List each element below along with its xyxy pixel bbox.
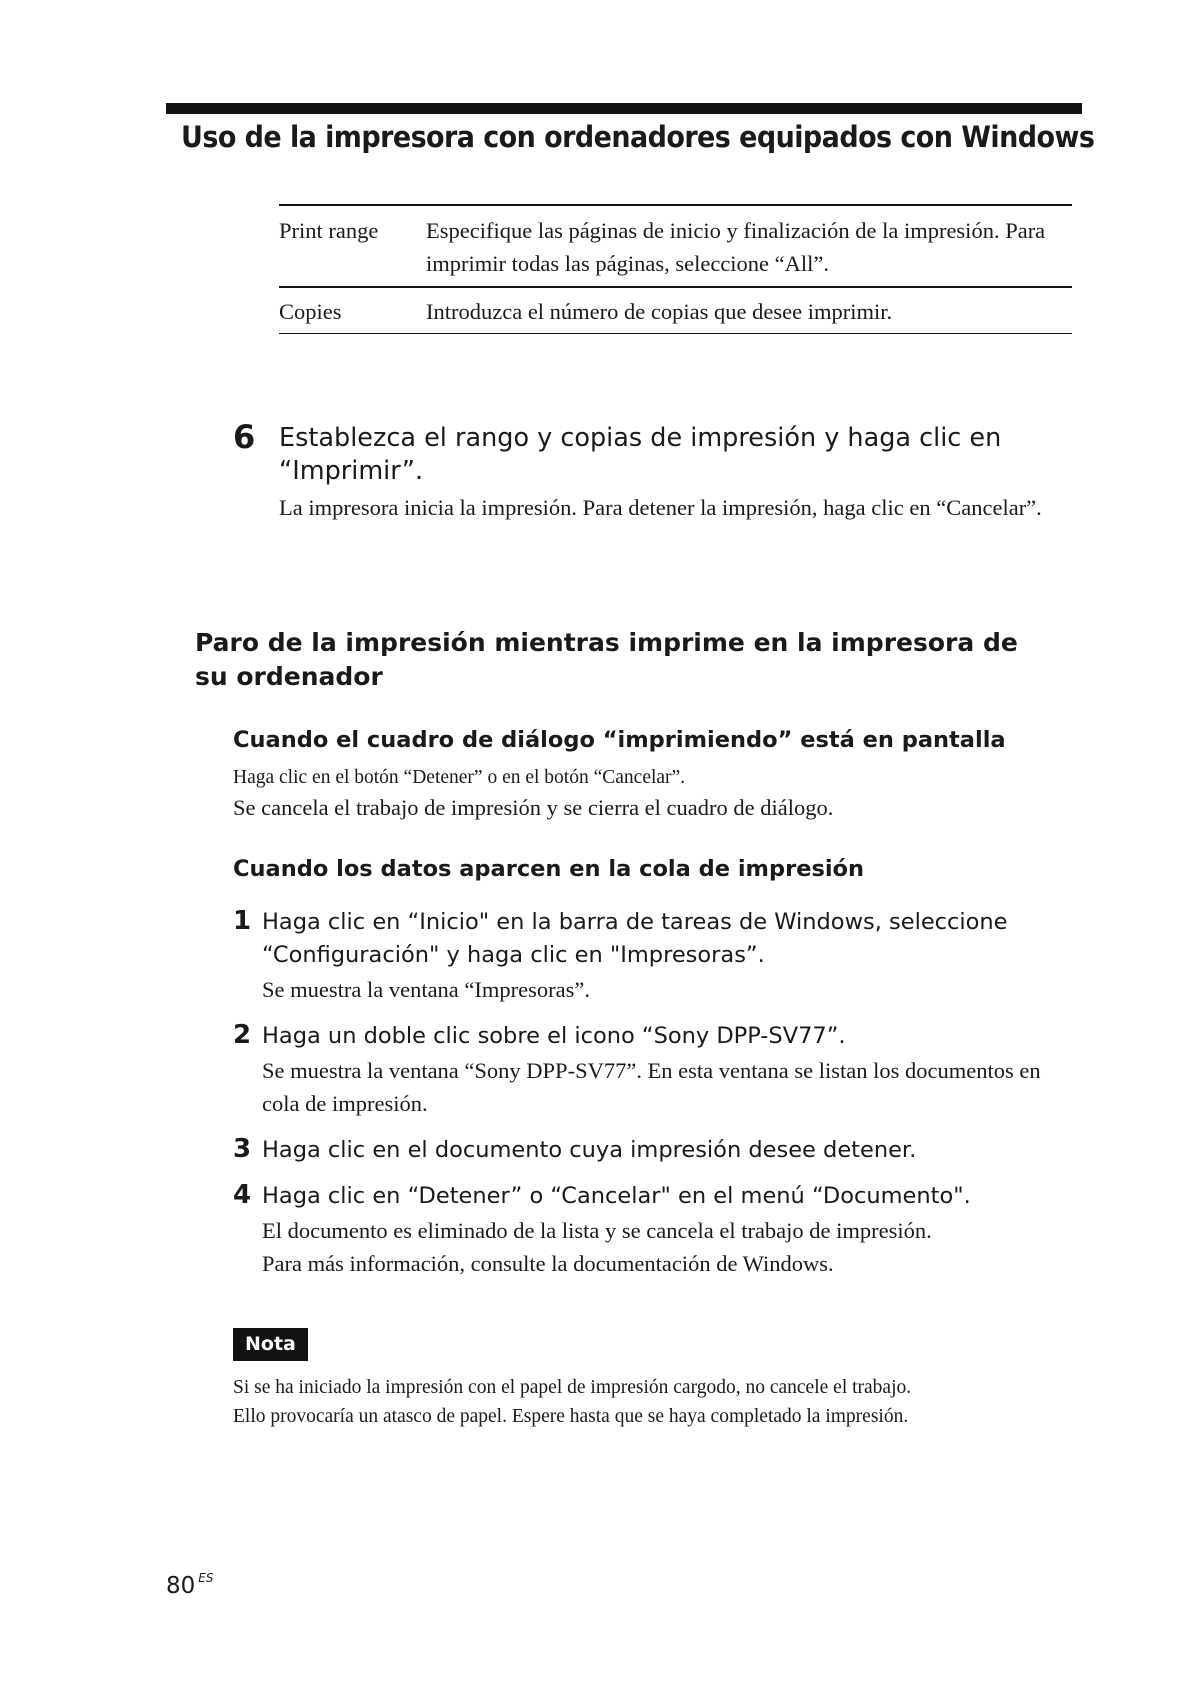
subsection-heading-queue: Cuando los datos aparcen en la cola de impresión [233, 856, 865, 882]
step-heading: Haga un doble clic sobre el icono “Sony DPP-SV77”. [262, 1023, 846, 1049]
note-badge: Nota [233, 1328, 308, 1361]
step-body [262, 1214, 1083, 1280]
step-heading: Haga clic en “Detener” o “Cancelar" en el menú “Documento". [262, 1183, 971, 1209]
header-rule [166, 103, 1082, 114]
step-number: 6 [233, 418, 256, 456]
note-line-1: Si se ha iniciado la impresión con el papel de impresión cargodo, no cancele el trabajo. [233, 1377, 912, 1398]
settings-table [279, 204, 1072, 334]
step-1 [233, 906, 1083, 1006]
language-code: ES [198, 1571, 214, 1585]
page-number-value: 80 [166, 1573, 196, 1599]
queue-steps-list [233, 906, 1083, 1280]
step-body-line-2: Para más información, consulte la documentación de Windows. [262, 1251, 834, 1276]
page-title: Uso de la impresora con ordenadores equipados con Windows [181, 120, 1095, 154]
setting-label: Print range [279, 218, 379, 243]
step-2 [233, 1020, 1083, 1120]
step-heading: Haga clic en “Inicio" en la barra de tareas de Windows, seleccione “Configuración" y haga clic en "Impresoras”. [262, 909, 1008, 968]
table-row [279, 206, 1072, 286]
setting-description: Especifique las páginas de inicio y finalización de la impresión. Para imprimir todas las páginas, seleccione “All”. [426, 218, 1046, 276]
step-heading: Haga clic en el documento cuya impresión desee detener. [262, 1137, 917, 1163]
step-number: 2 [233, 1020, 252, 1050]
setting-description: Introduzca el número de copias que desee imprimir. [426, 299, 893, 324]
subsection-heading-dialog: Cuando el cuadro de diálogo “imprimiendo” está en pantalla [233, 727, 1006, 753]
step-body: La impresora inicia la impresión. Para detener la impresión, haga clic en “Cancelar”. [279, 495, 1042, 520]
step-4 [233, 1180, 1083, 1280]
step-body: Se muestra la ventana “Impresoras”. [262, 977, 590, 1002]
setting-label: Copies [279, 299, 342, 324]
dialog-case-line-2: Se cancela el trabajo de impresión y se cierra el cuadro de diálogo. [233, 795, 834, 820]
section-heading: Paro de la impresión mientras imprime en la impresora de su ordenador [195, 628, 1018, 691]
note-text [233, 1373, 1083, 1431]
step-number: 1 [233, 906, 252, 936]
table-row [279, 286, 1072, 334]
step-number: 4 [233, 1180, 252, 1210]
step-heading: Establezca el rango y copias de impresión y haga clic en “Imprimir”. [279, 423, 1002, 486]
step-3 [233, 1134, 1083, 1167]
step-body: Se muestra la ventana “Sony DPP-SV77”. En esta ventana se listan los documentos en cola de impresión. [262, 1058, 1041, 1116]
dialog-case-line-1: Haga clic en el botón “Detener” o en el botón “Cancelar”. [233, 767, 686, 788]
dialog-case-text [233, 764, 1083, 824]
page-number [166, 1571, 213, 1599]
step-body-line-1: El documento es eliminado de la lista y se cancela el trabajo de impresión. [262, 1218, 932, 1243]
note-line-2: Ello provocaría un atasco de papel. Espere hasta que se haya completado la impresión. [233, 1406, 909, 1427]
step-6 [233, 418, 1073, 524]
step-number: 3 [233, 1134, 252, 1164]
